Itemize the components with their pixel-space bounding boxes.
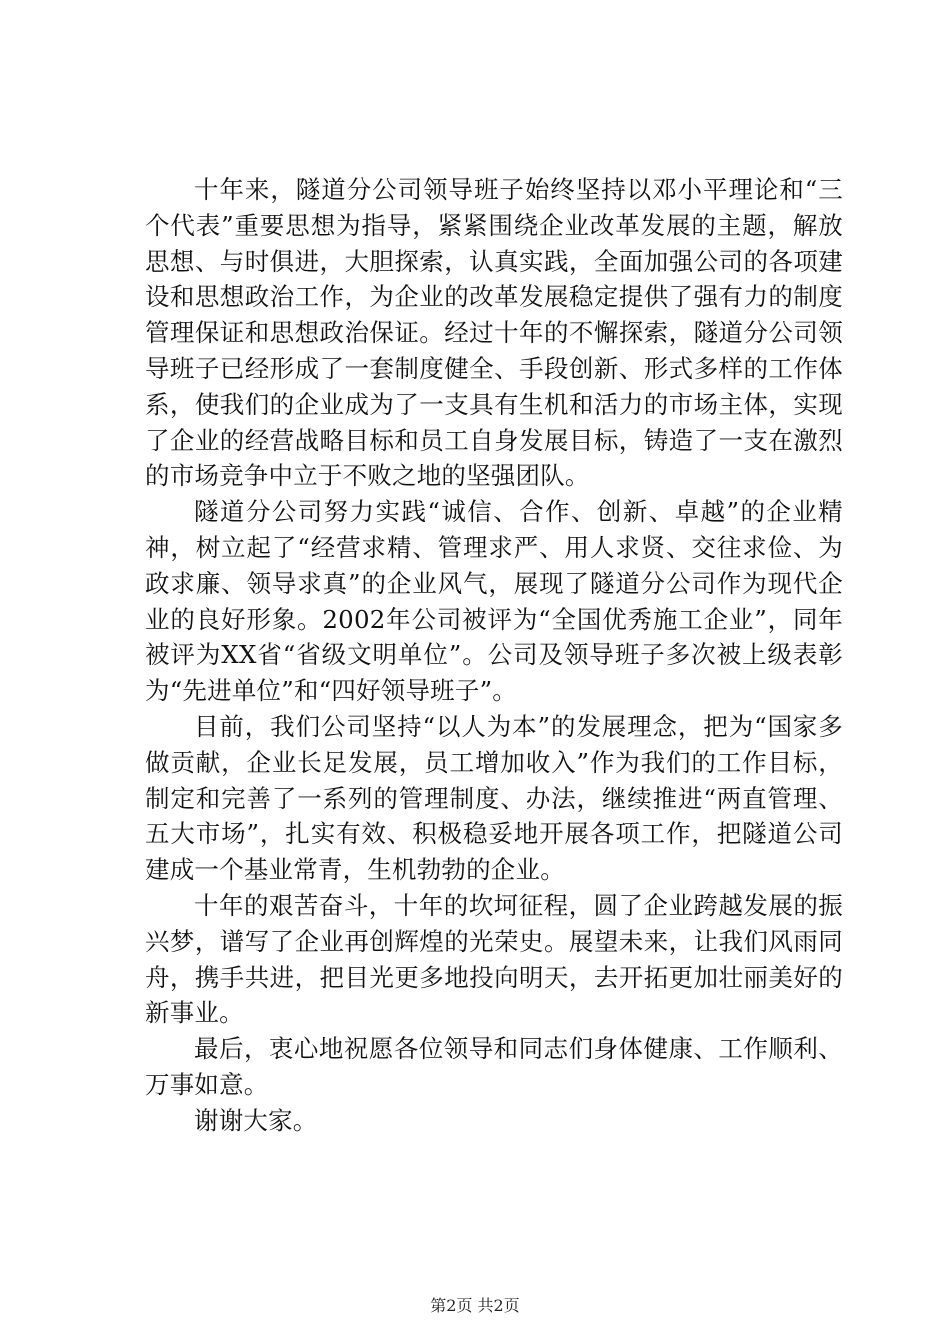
paragraph-6: 谢谢大家。: [194, 1105, 318, 1135]
page-number-footer: 第2页 共2页: [430, 1296, 520, 1315]
paragraph-3: 目前，我们公司坚持“以人为本”的发展理念，把为“国家多做贡献，企业长足发展，员工增加收入”作为我们的工作目标，制定和完善了一系列的管理制度、办法，继续推进“两直管理、五大市场”，扎实有效、积极稳妥地开展各项工作，把隧道公司建成一个基业常青，生机勃勃的企业。: [145, 711, 843, 885]
paragraph-5: 最后，衷心地祝愿各位领导和同志们身体健康、工作顺利、万事如意。: [145, 1034, 843, 1099]
paragraph-2: 隧道分公司努力实践“诚信、合作、创新、卓越”的企业精神，树立起了“经营求精、管理求严、用人求贤、交往求俭、为政求廉、领导求真”的企业风气，展现了隧道分公司作为现代企业的良好形象。2002年公司被评为“全国优秀施工企业”，同年被评为XX省“省级文明单位”。公司及领导班子多次被上级表彰为“先进单位”和“四好领导班子”。: [145, 497, 843, 706]
paragraph-1: 十年来，隧道分公司领导班子始终坚持以邓小平理论和“三个代表”重要思想为指导，紧紧围绕企业改革发展的主题，解放思想、与时俱进，大胆探索，认真实践，全面加强公司的各项建设和思想政治工作，为企业的改革发展稳定提供了强有力的制度管理保证和思想政治保证。经过十年的不懈探索，隧道分公司领导班子已经形成了一套制度健全、手段创新、形式多样的工作体系，使我们的企业成为了一支具有生机和活力的市场主体，实现了企业的经营战略目标和员工自身发展目标，铸造了一支在激烈的市场竞争中立于不败之地的坚强团队。: [145, 175, 843, 491]
paragraph-4: 十年的艰苦奋斗，十年的坎坷征程，圆了企业跨越发展的振兴梦，谱写了企业再创辉煌的光荣史。展望未来，让我们风雨同舟，携手共进，把目光更多地投向明天，去开拓更加壮丽美好的新事业。: [145, 890, 843, 1028]
document-body: [145, 172, 843, 1139]
